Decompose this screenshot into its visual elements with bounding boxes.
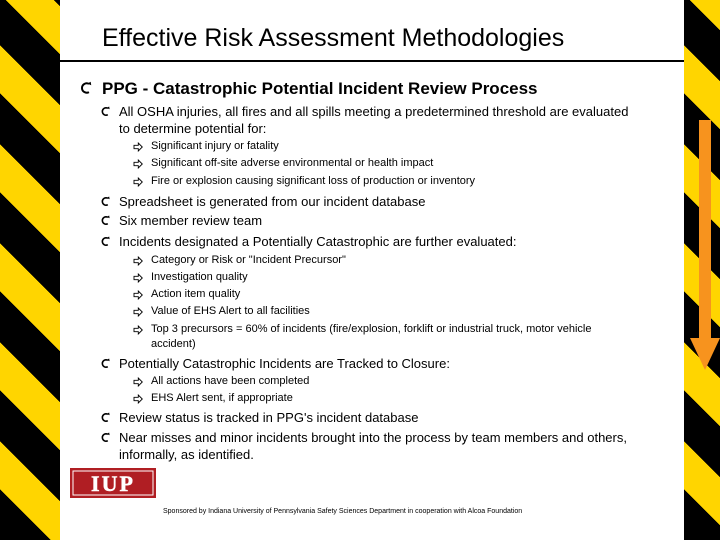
- curved-arrow-icon: [100, 215, 111, 226]
- sub-bullet-text: Action item quality: [151, 288, 241, 300]
- outline-right-arrow-icon: [133, 256, 143, 266]
- outline-right-arrow-icon: [133, 377, 143, 387]
- section-heading: PPG - Catastrophic Potential Incident Review Process: [102, 79, 538, 98]
- curved-arrow-icon: [100, 196, 111, 207]
- down-arrow-icon: [690, 120, 720, 370]
- sub-bullet-text: EHS Alert sent, if appropriate: [151, 392, 293, 404]
- bullet-text: informally, as identified.: [119, 447, 254, 462]
- curved-arrow-icon: [100, 432, 111, 443]
- curved-arrow-icon: [100, 106, 111, 117]
- outline-right-arrow-icon: [133, 142, 143, 152]
- sub-bullet-text: Fire or explosion causing significant loss of production or inventory: [151, 175, 476, 187]
- footer-credit: Sponsored by Indiana University of Pennsylvania Safety Sciences Department in cooperation with Alcoa Foundation: [163, 508, 523, 515]
- outline-right-arrow-icon: [133, 307, 143, 317]
- bullet-text: Spreadsheet is generated from our incident database: [119, 194, 426, 209]
- outline-right-arrow-icon: [133, 273, 143, 283]
- slide-title: Effective Risk Assessment Methodologies: [102, 24, 565, 52]
- curved-arrow-icon: [100, 236, 111, 247]
- sub-bullet-text: accident): [151, 338, 196, 350]
- sub-bullet-text: Category or Risk or "Incident Precursor": [151, 254, 346, 266]
- hazard-stripe-left: [0, 0, 60, 540]
- bullet-text: Near misses and minor incidents brought into the process by team members and others,: [119, 430, 627, 445]
- sub-bullet-text: Significant off-site adverse environmental or health impact: [151, 157, 434, 169]
- bullet-text: Potentially Catastrophic Incidents are Tracked to Closure:: [119, 356, 450, 371]
- outline-right-arrow-icon: [133, 290, 143, 300]
- bullet-text: All OSHA injuries, all fires and all spills meeting a predetermined threshold are evaluated: [119, 104, 629, 119]
- bullet-text: Incidents designated a Potentially Catastrophic are further evaluated:: [119, 234, 517, 249]
- outline-right-arrow-icon: [133, 325, 143, 335]
- bullet-text: to determine potential for:: [119, 121, 267, 136]
- curved-arrow-icon: [100, 412, 111, 423]
- sub-bullet-text: Significant injury or fatality: [151, 140, 279, 152]
- outline-right-arrow-icon: [133, 159, 143, 169]
- curved-arrow-icon: [79, 81, 93, 95]
- sub-bullet-text: Top 3 precursors = 60% of incidents (fire/explosion, forklift or industrial truck, motor vehicle: [151, 323, 592, 335]
- iup-logo: [70, 468, 156, 498]
- outline-right-arrow-icon: [133, 394, 143, 404]
- sub-bullet-text: Value of EHS Alert to all facilities: [151, 305, 310, 317]
- sub-bullet-text: All actions have been completed: [151, 375, 310, 387]
- bullet-text: Six member review team: [119, 213, 263, 228]
- bullet-text: Review status is tracked in PPG's incident database: [119, 410, 419, 425]
- logo-text: IUP: [91, 471, 135, 496]
- sub-bullet-text: Investigation quality: [151, 271, 248, 283]
- curved-arrow-icon: [100, 358, 111, 369]
- outline-right-arrow-icon: [133, 177, 143, 187]
